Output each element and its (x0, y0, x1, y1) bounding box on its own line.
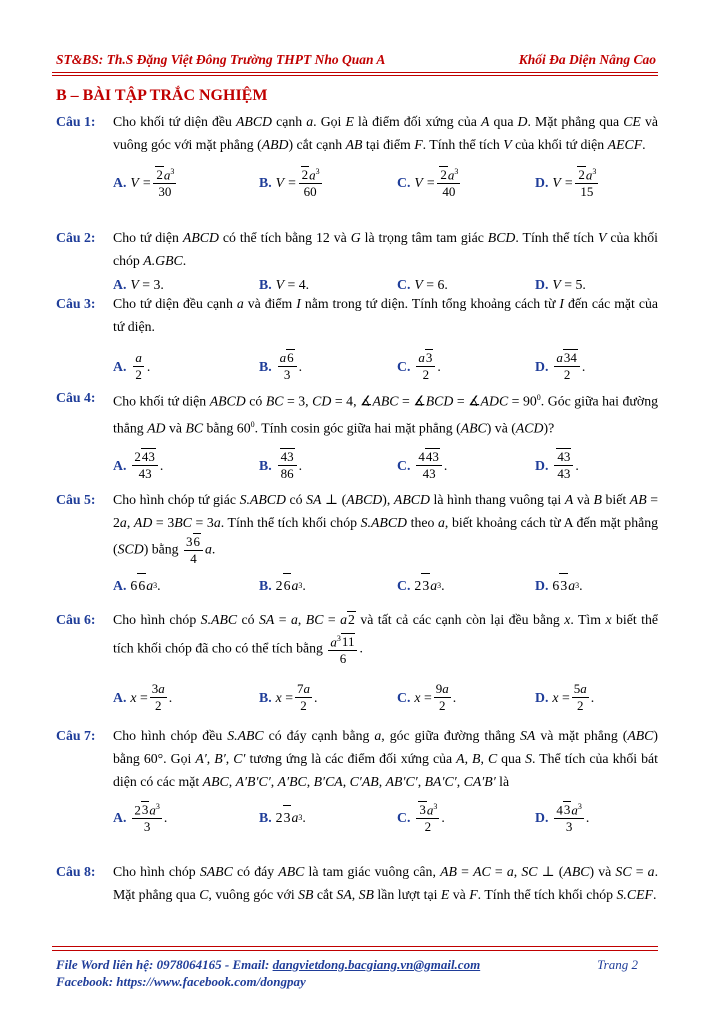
option-b[interactable]: B. x = $\frac{7a}{2}$ . (259, 680, 318, 713)
question-6 (56, 608, 658, 717)
question-label: Câu 7: (56, 728, 96, 743)
option-b[interactable]: B. 2 6 a 3 . (259, 573, 306, 597)
option-d[interactable]: D. V = 5. (535, 276, 586, 292)
option-a[interactable]: A. 6 6 a 3 . (113, 573, 161, 597)
option-c[interactable]: C. x = $\frac{9a}{2}$ . (397, 680, 457, 713)
options (113, 573, 658, 597)
question-label: Câu 8: (56, 864, 96, 879)
question-text: Cho hình chóp tứ giác S.ABCD có SA ⊥ (ABCD), ABCD là hình thang vuông tại A và B biết AB = 2a, AD = 3BC = 3a. Tính thể tích khối chóp S.ABCD theo a, biết khoảng cách từ A đến mặt phẳng (SCD) bằng $\frac{36}{4}$ a. (113, 492, 659, 566)
option-b[interactable]: B. V = 4. (259, 276, 310, 292)
question-label: Câu 1: (56, 114, 96, 129)
option-a[interactable]: A. x = $\frac{3a}{2}$ . (113, 680, 173, 713)
option-a[interactable]: A. $\frac{23a^3}{3}$ . (113, 797, 167, 837)
question-2 (56, 226, 658, 296)
options (113, 162, 658, 202)
question-label: Câu 5: (56, 492, 96, 507)
question-1 (56, 110, 658, 202)
question-label: Câu 6: (56, 612, 96, 627)
option-c[interactable]: C. $\frac{443}{43}$ . (397, 448, 448, 481)
option-c[interactable]: C. $\frac{3a^3}{2}$ . (397, 797, 445, 837)
option-b[interactable]: B. $\frac{a6}{3}$ . (259, 349, 303, 382)
footer-contact: File Word liên hệ: 0978064165 - Email: (56, 957, 273, 972)
option-d[interactable]: D. $\frac{a34}{2}$ . (535, 349, 586, 382)
footer-email-link[interactable]: dangvietdong.bacgiang.vn@gmail.com (272, 957, 481, 972)
footer-rule-thin (52, 950, 658, 951)
options (113, 445, 658, 485)
question-text: Cho khối tứ diện ABCD có BC = 3, CD = 4, ∡ABC = ∡BCD = ∡ADC = $90^0$. Góc giữa hai đường thẳng AD và BC bằng $60^0$. Tính cosin góc giữa hai mặt phẳng (ABC) và (ACD)? (113, 393, 658, 436)
question-text: Cho tứ diện ABCD có thể tích bằng 12 và G là trọng tâm tam giác BCD. Tính thể tích V của khối chóp A.GBC. (113, 230, 658, 268)
question-text: Cho hình chóp S.ABC có SA = a, BC = a2 và tất cả các cạnh còn lại đều bằng x. Tìm x biết thể tích khối chóp đã cho có thể tích bằng $\frac{a^311}{6}$ . (113, 612, 658, 667)
question-text: Cho khối tứ diện đều ABCD cạnh a. Gọi E là điểm đối xứng của A qua D. Mặt phẳng qua CE và vuông góc với mặt phẳng (ABD) cắt cạnh AB tại điểm F. Tính thể tích V của khối tứ diện AECF. (113, 114, 658, 152)
option-d[interactable]: D. $\frac{43a^3}{3}$ . (535, 797, 589, 837)
option-a[interactable]: A. V = $\frac{2a^3}{30}$ (113, 162, 178, 202)
option-a[interactable]: A. $\frac{a}{2}$ . (113, 349, 151, 382)
question-text: Cho tứ diện đều cạnh a và điểm I nằm trong tứ diện. Tính tổng khoảng cách từ I đến các mặt của tứ diện. (113, 296, 658, 334)
option-b[interactable]: B. $\frac{43}{86}$ . (259, 448, 303, 481)
question-label: Câu 4: (56, 390, 96, 405)
option-d[interactable]: D. x = $\frac{5a}{2}$ . (535, 680, 595, 713)
option-c[interactable]: C. 2 3 a 3 . (397, 573, 445, 597)
question-text: Cho hình chóp SABC có đáy ABC là tam giác vuông cân, AB = AC = a, SC ⊥ (ABC) và SC = a. Mặt phẳng qua C, vuông góc với SB cắt SA, SB lần lượt tại E và F. Tính thể tích khối chóp S.CEF. (113, 864, 659, 902)
question-7 (56, 724, 658, 837)
page-header (56, 52, 656, 72)
question-label: Câu 3: (56, 296, 96, 311)
question-3 (56, 292, 658, 386)
option-c[interactable]: C. $\frac{a3}{2}$ . (397, 349, 441, 382)
option-d[interactable]: D. $\frac{43}{43}$ . (535, 448, 579, 481)
header-right: Khối Đa Diện Nâng Cao (518, 52, 656, 67)
question-5 (56, 488, 658, 597)
question-label: Câu 2: (56, 230, 96, 245)
options (113, 346, 658, 386)
question-4 (56, 386, 658, 485)
option-c[interactable]: C. V = $\frac{2a^3}{40}$ (397, 162, 462, 202)
footer-line-1 (56, 957, 658, 973)
option-d[interactable]: D. V = $\frac{2a^3}{15}$ (535, 162, 600, 202)
footer-line-2[interactable]: Facebook: https://www.facebook.com/dongpay (56, 974, 306, 989)
option-a[interactable]: A. $\frac{243}{43}$ . (113, 448, 164, 481)
question-8 (56, 860, 658, 906)
option-b[interactable]: B. V = $\frac{2a^3}{60}$ (259, 162, 324, 202)
option-a[interactable]: A. V = 3. (113, 276, 164, 292)
options (113, 797, 658, 837)
option-d[interactable]: D. 6 3 a 3 . (535, 573, 583, 597)
options (113, 677, 658, 717)
question-text: Cho hình chóp đều S.ABC có đáy cạnh bằng a, góc giữa đường thẳng SA và mặt phẳng (ABC) bằng 60°. Gọi A′, B′, C′ tương ứng là các điểm đối xứng của A, B, C qua S. Thể tích của khối bát diện có các mặt ABC, A′B′C′, A′BC, B′CA, C′AB, AB′C′, BA′C′, CA′B′ là (113, 728, 658, 789)
option-c[interactable]: C. V = 6. (397, 276, 448, 292)
footer-rule (52, 946, 658, 947)
section-title: B – BÀI TẬP TRẮC NGHIỆM (56, 87, 268, 104)
header-rule-thin (52, 75, 658, 76)
page-number: Trang 2 (597, 957, 638, 972)
option-b[interactable]: B. 2 3 a 3 . (259, 797, 306, 837)
header-left: ST&BS: Th.S Đặng Việt Đông Trường THPT Nho Quan A (56, 52, 386, 67)
header-rule (52, 72, 658, 73)
